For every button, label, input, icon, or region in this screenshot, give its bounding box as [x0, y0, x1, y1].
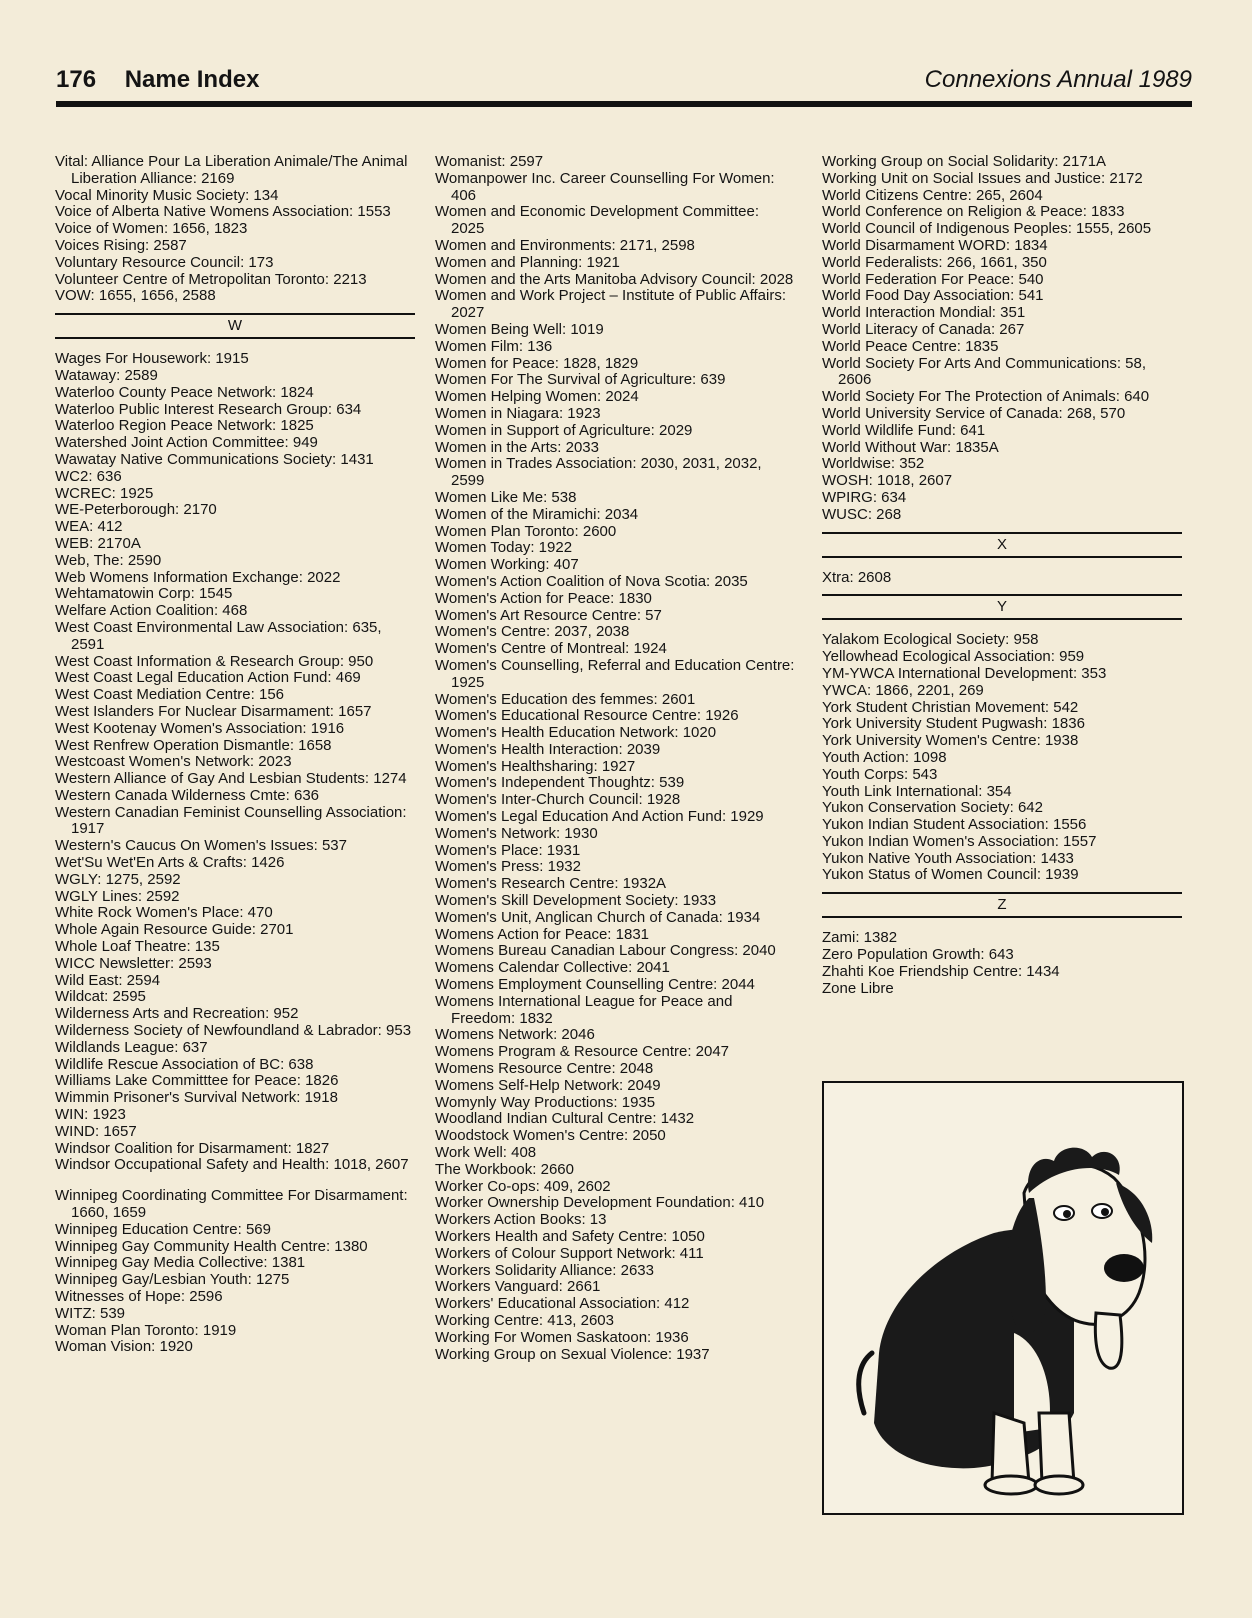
index-entry: Voice of Women: 1656, 1823	[55, 220, 248, 238]
index-entry: Workers of Colour Support Network: 411	[435, 1244, 704, 1262]
index-entry: Women Plan Toronto: 2600	[435, 522, 617, 540]
index-entry: World Council of Indigenous Peoples: 1555, 2605	[822, 220, 1152, 238]
index-entry: World Interaction Mondial: 351	[822, 304, 1026, 322]
index-entry: Women's Network: 1930	[435, 824, 598, 842]
index-entry: Waterloo Region Peace Network: 1825	[55, 417, 314, 435]
index-entry: Women Like Me: 538	[435, 488, 577, 506]
index-entry: World Disarmament WORD: 1834	[822, 236, 1048, 254]
index-entry: Youth Link International: 354	[822, 782, 1012, 800]
index-entry: Western Alliance of Gay And Lesbian Students: 1274	[55, 770, 407, 788]
index-entry: Women's Inter-Church Council: 1928	[435, 791, 681, 809]
index-entry: Women Helping Women: 2024	[435, 388, 639, 406]
index-entry: Womens International League for Peace and Freedom: 1832	[435, 992, 733, 1027]
index-entry: WICC Newsletter: 2593	[55, 954, 212, 972]
index-entry: Zero Population Growth: 643	[822, 946, 1014, 964]
publication-title: Connexions Annual 1989	[924, 66, 1192, 93]
index-entry: Whole Loaf Theatre: 135	[55, 938, 220, 956]
index-entry: Yellowhead Ecological Association: 959	[822, 648, 1085, 666]
index-entry: Wehtamatowin Corp: 1545	[55, 585, 233, 603]
index-entry: Western's Caucus On Women's Issues: 537	[55, 837, 347, 855]
index-entry: Yukon Indian Student Association: 1556	[822, 816, 1087, 834]
index-entry: West Islanders For Nuclear Disarmament: 1657	[55, 702, 372, 720]
index-entry: Women Working: 407	[435, 556, 579, 574]
index-entry: Women in Support of Agriculture: 2029	[435, 421, 693, 439]
index-entry: Women and Planning: 1921	[435, 253, 620, 271]
index-entry: Vital: Alliance Pour La Liberation Animale/The Animal Liberation Alliance: 2169	[55, 153, 408, 187]
index-entry: WGLY: 1275, 2592	[55, 870, 181, 888]
index-entry: Zhahti Koe Friendship Centre: 1434	[822, 962, 1060, 980]
index-entry: Winnipeg Gay Community Health Centre: 1380	[55, 1237, 368, 1255]
index-entry: Welfare Action Coalition: 468	[55, 602, 248, 620]
entry-list-w-continued	[55, 1188, 415, 1356]
index-entry: Women of the Miramichi: 2034	[435, 505, 639, 523]
index-entry: Women's Educational Resource Centre: 1926	[435, 707, 739, 725]
index-entry: Womens Program & Resource Centre: 2047	[435, 1043, 730, 1061]
index-entry: Women's Healthsharing: 1927	[435, 757, 636, 775]
index-entry: World Federalists: 266, 1661, 350	[822, 253, 1047, 271]
index-entry: West Coast Mediation Centre: 156	[55, 686, 285, 704]
index-entry: WEB: 2170A	[55, 534, 141, 552]
index-entry: Working Group on Sexual Violence: 1937	[435, 1345, 710, 1363]
index-entry: Youth Action: 1098	[822, 748, 947, 766]
index-entry: Winnipeg Coordinating Committee For Disarmament: 1660, 1659	[55, 1187, 408, 1222]
index-entry: Women's Independent Thoughtz: 539	[435, 774, 685, 792]
index-entry: Yukon Native Youth Association: 1433	[822, 849, 1074, 867]
index-entry: World Society For The Protection of Animals: 640	[822, 388, 1150, 406]
index-entry: Womanpower Inc. Career Counselling For Women: 406	[435, 169, 775, 204]
index-entry: Woodstock Women's Centre: 2050	[435, 1127, 666, 1145]
index-entry: World Citizens Centre: 265, 2604	[822, 186, 1043, 204]
index-entry: Zami: 1382	[822, 929, 898, 947]
index-entry: Women's Health Education Network: 1020	[435, 724, 717, 742]
index-entry: World University Service of Canada: 268, 570	[822, 404, 1126, 422]
entry-list-v	[55, 154, 415, 305]
section-title: Name Index	[124, 66, 260, 93]
index-entry: Womens Bureau Canadian Labour Congress: 2040	[435, 942, 776, 960]
index-entry: Yukon Conservation Society: 642	[822, 799, 1043, 817]
index-entry: World Conference on Religion & Peace: 1833	[822, 203, 1125, 221]
index-entry: Working Unit on Social Issues and Justice: 2172	[822, 169, 1143, 187]
basset-hound-illustration	[822, 1081, 1184, 1515]
entry-list-z	[822, 930, 1182, 997]
index-entry: Williams Lake Committtee for Peace: 1826	[55, 1072, 339, 1090]
index-entry: Wild East: 2594	[55, 971, 161, 989]
entry-list-w	[55, 351, 415, 1174]
index-entry: World Food Day Association: 541	[822, 287, 1044, 305]
index-entry: Youth Corps: 543	[822, 765, 938, 783]
index-entry: WC2: 636	[55, 467, 122, 485]
index-entry: West Coast Environmental Law Association: 635, 2591	[55, 618, 382, 653]
index-entry: Voices Rising: 2587	[55, 236, 187, 254]
index-entry: Women's Centre: 2037, 2038	[435, 623, 630, 641]
index-entry: World Society For Arts And Communications: 58, 2606	[822, 354, 1147, 389]
index-entry: WE-Peterborough: 2170	[55, 501, 217, 519]
index-entry: Wimmin Prisoner's Survival Network: 1918	[55, 1089, 338, 1107]
index-entry: Women for Peace: 1828, 1829	[435, 354, 639, 372]
index-entry: West Coast Legal Education Action Fund: 469	[55, 669, 361, 687]
index-entry: Womens Network: 2046	[435, 1026, 595, 1044]
header-left	[56, 66, 259, 94]
index-entry: Wages For Housework: 1915	[55, 350, 249, 368]
index-entry: Vocal Minority Music Society: 134	[55, 186, 279, 204]
index-entry: Women's Press: 1932	[435, 858, 581, 876]
index-entry: Women and Economic Development Committee: 2025	[435, 203, 760, 238]
index-entry: Women's Legal Education And Action Fund: 1929	[435, 808, 764, 826]
index-entry: Womens Action for Peace: 1831	[435, 925, 650, 943]
letter-heading-z: Z	[822, 892, 1182, 918]
basset-hound-icon	[824, 1083, 1182, 1513]
index-entry: Workers Action Books: 13	[435, 1211, 607, 1229]
index-entry: West Coast Information & Research Group: 950	[55, 652, 374, 670]
letter-heading-w: W	[55, 313, 415, 339]
index-entry: Worldwise: 352	[822, 455, 925, 473]
index-entry: Watershed Joint Action Committee: 949	[55, 434, 318, 452]
index-entry: World Literacy of Canada: 267	[822, 320, 1025, 338]
index-entry: Windsor Occupational Safety and Health: 1018, 2607	[55, 1156, 409, 1174]
index-entry: West Kootenay Women's Association: 1916	[55, 719, 345, 737]
index-entry: Western Canada Wilderness Cmte: 636	[55, 786, 320, 804]
index-entry: Women's Art Resource Centre: 57	[435, 606, 662, 624]
index-entry: Working Centre: 413, 2603	[435, 1311, 614, 1329]
index-entry: Web, The: 2590	[55, 551, 162, 569]
index-entry: Womens Calendar Collective: 2041	[435, 959, 670, 977]
index-entry: World Federation For Peace: 540	[822, 270, 1044, 288]
index-entry: WUSC: 268	[822, 505, 902, 523]
index-entry: Web Womens Information Exchange: 2022	[55, 568, 341, 586]
index-entry: WPIRG: 634	[822, 488, 907, 506]
index-entry: WIN: 1923	[55, 1106, 126, 1124]
index-entry: Winnipeg Gay Media Collective: 1381	[55, 1254, 306, 1272]
index-entry: York University Student Pugwash: 1836	[822, 715, 1085, 733]
index-entry: Women's Counselling, Referral and Education Centre: 1925	[435, 656, 795, 691]
letter-heading-x: X	[822, 532, 1182, 558]
index-entry: Worker Ownership Development Foundation: 410	[435, 1194, 765, 1212]
index-entry: Yalakom Ecological Society: 958	[822, 631, 1039, 649]
index-entry: Women in Trades Association: 2030, 2031, 2032, 2599	[435, 455, 762, 490]
index-entry: Working For Women Saskatoon: 1936	[435, 1328, 689, 1346]
index-entry: Women Film: 136	[435, 337, 553, 355]
index-entry: Women in the Arts: 2033	[435, 438, 599, 456]
index-entry: West Renfrew Operation Dismantle: 1658	[55, 736, 332, 754]
index-entry: Zone Libre	[822, 979, 894, 997]
index-column-2	[435, 154, 795, 1363]
index-entry: Wilderness Society of Newfoundland & Labrador: 953	[55, 1022, 412, 1040]
index-entry: Women's Centre of Montreal: 1924	[435, 640, 667, 658]
index-entry: World Wildlife Fund: 641	[822, 421, 986, 439]
index-entry: WCREC: 1925	[55, 484, 154, 502]
index-entry: Waterloo County Peace Network: 1824	[55, 383, 314, 401]
index-entry: Workers Vanguard: 2661	[435, 1278, 601, 1296]
index-entry: YWCA: 1866, 2201, 269	[822, 681, 984, 699]
index-entry: Yukon Indian Women's Association: 1557	[822, 832, 1097, 850]
index-entry: World Peace Centre: 1835	[822, 337, 999, 355]
index-entry: Women's Action Coalition of Nova Scotia: 2035	[435, 572, 748, 590]
index-entry: York University Women's Centre: 1938	[822, 732, 1079, 750]
index-entry: The Workbook: 2660	[435, 1160, 574, 1178]
page-number: 176	[56, 66, 97, 93]
index-entry: Wildlife Rescue Association of BC: 638	[55, 1055, 314, 1073]
index-entry: Volunteer Centre of Metropolitan Toronto: 2213	[55, 270, 367, 288]
index-entry: Women For The Survival of Agriculture: 639	[435, 371, 726, 389]
index-entry: World Without War: 1835A	[822, 438, 999, 456]
entry-list-wo	[435, 154, 795, 1363]
index-entry: Waterloo Public Interest Research Group: 634	[55, 400, 362, 418]
index-entry: Windsor Coalition for Disarmament: 1827	[55, 1139, 330, 1157]
index-entry: WGLY Lines: 2592	[55, 887, 180, 905]
index-entry: Winnipeg Gay/Lesbian Youth: 1275	[55, 1271, 290, 1289]
index-column-1	[55, 154, 415, 1356]
index-column-3	[822, 154, 1182, 997]
entry-list-y	[822, 632, 1182, 884]
header-rule	[56, 101, 1192, 107]
index-entry: Witnesses of Hope: 2596	[55, 1288, 223, 1305]
index-entry: Women's Unit, Anglican Church of Canada: 1934	[435, 908, 761, 926]
index-entry: WITZ: 539	[55, 1304, 126, 1322]
index-entry: Working Group on Social Solidarity: 2171A	[822, 153, 1107, 170]
index-entry: Women's Education des femmes: 2601	[435, 690, 696, 708]
index-entry: VOW: 1655, 1656, 2588	[55, 287, 216, 305]
index-entry: Wildcat: 2595	[55, 988, 146, 1006]
index-entry: Work Well: 408	[435, 1144, 537, 1162]
index-entry: Womens Resource Centre: 2048	[435, 1060, 654, 1078]
index-entry: Women's Place: 1931	[435, 841, 581, 859]
index-entry: Wawatay Native Communications Society: 1431	[55, 450, 374, 468]
index-entry: Woodland Indian Cultural Centre: 1432	[435, 1110, 695, 1128]
index-entry: Voluntary Resource Council: 173	[55, 253, 274, 271]
index-entry: Voice of Alberta Native Womens Association: 1553	[55, 203, 391, 221]
index-entry: Women in Niagara: 1923	[435, 404, 601, 422]
index-entry: Wet'Su Wet'En Arts & Crafts: 1426	[55, 854, 285, 872]
index-entry: WOSH: 1018, 2607	[822, 472, 953, 490]
column-gap	[55, 1174, 415, 1188]
entry-list-x	[822, 570, 1182, 587]
index-entry: Women and Work Project – Institute of Public Affairs: 2027	[435, 287, 786, 322]
index-entry: Worker Co-ops: 409, 2602	[435, 1177, 611, 1195]
index-entry: Womynly Way Productions: 1935	[435, 1093, 656, 1111]
index-entry: Womanist: 2597	[435, 153, 544, 170]
index-entry: Woman Plan Toronto: 1919	[55, 1321, 237, 1339]
index-entry: Women's Health Interaction: 2039	[435, 740, 661, 758]
index-entry: Wilderness Arts and Recreation: 952	[55, 1005, 299, 1023]
index-entry: Workers Solidarity Alliance: 2633	[435, 1261, 654, 1279]
letter-heading-y: Y	[822, 594, 1182, 620]
index-entry: Workers' Educational Association: 412	[435, 1295, 690, 1313]
index-entry: Women and the Arts Manitoba Advisory Council: 2028	[435, 270, 794, 288]
index-entry: Women and Environments: 2171, 2598	[435, 236, 695, 254]
index-entry: Women's Research Centre: 1932A	[435, 875, 667, 893]
index-entry: Western Canadian Feminist Counselling Association: 1917	[55, 803, 407, 838]
index-entry: Womens Self-Help Network: 2049	[435, 1076, 661, 1094]
index-entry: Xtra: 2608	[822, 568, 892, 586]
index-entry: Wildlands League: 637	[55, 1038, 208, 1056]
index-entry: WIND: 1657	[55, 1122, 137, 1140]
index-entry: Woman Vision: 1920	[55, 1338, 193, 1356]
index-entry: Women's Skill Development Society: 1933	[435, 892, 717, 910]
index-entry: Wataway: 2589	[55, 366, 158, 384]
page-header	[56, 62, 1192, 104]
entry-list-wor	[822, 154, 1182, 524]
index-entry: WEA: 412	[55, 518, 123, 536]
index-entry: YM-YWCA International Development: 353	[822, 664, 1107, 682]
index-entry: Whole Again Resource Guide: 2701	[55, 921, 294, 939]
index-entry: York Student Christian Movement: 542	[822, 698, 1079, 716]
index-entry: Westcoast Women's Network: 2023	[55, 753, 292, 771]
index-entry: White Rock Women's Place: 470	[55, 904, 273, 922]
index-entry: Winnipeg Education Centre: 569	[55, 1220, 271, 1238]
index-entry: Yukon Status of Women Council: 1939	[822, 866, 1079, 884]
index-entry: Women Today: 1922	[435, 539, 573, 557]
index-entry: Womens Employment Counselling Centre: 2044	[435, 976, 755, 994]
index-entry: Women Being Well: 1019	[435, 320, 604, 338]
index-entry: Women's Action for Peace: 1830	[435, 589, 652, 607]
index-entry: Workers Health and Safety Centre: 1050	[435, 1228, 705, 1245]
